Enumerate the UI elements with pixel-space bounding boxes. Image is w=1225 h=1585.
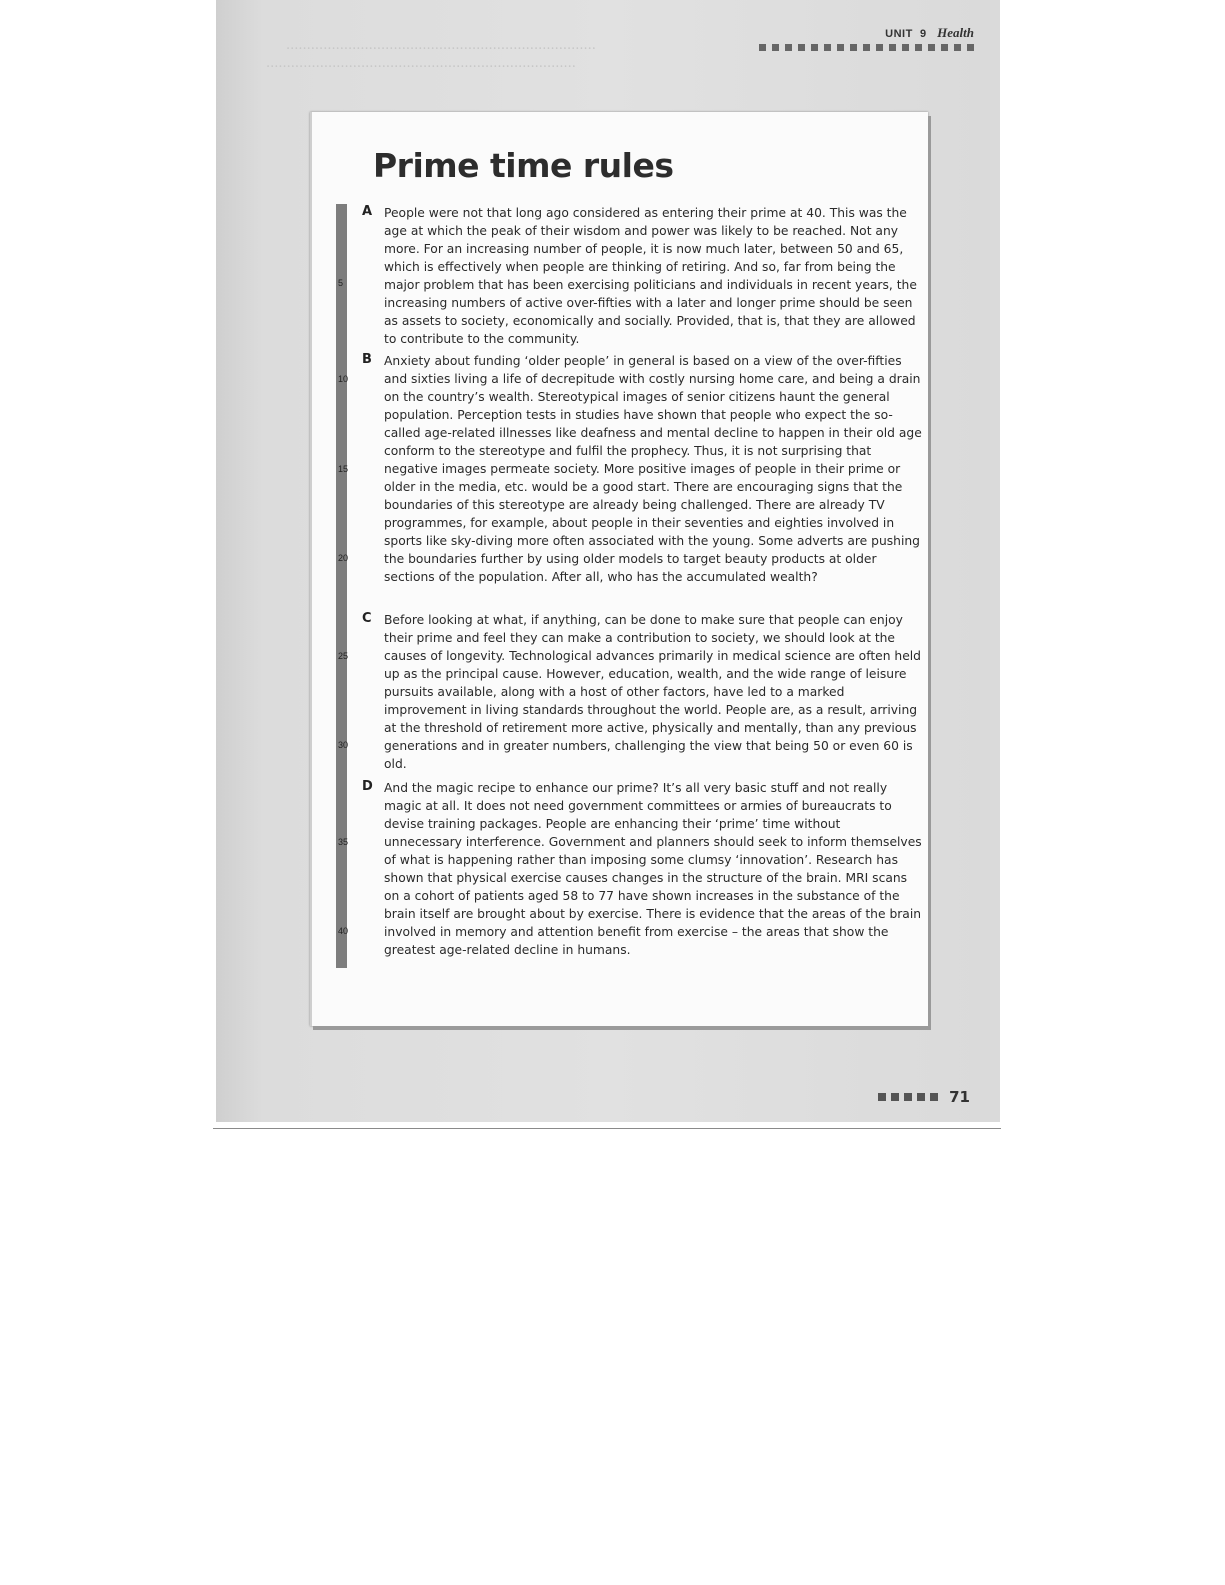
decor-square bbox=[891, 1093, 899, 1101]
decor-square bbox=[798, 44, 805, 51]
decor-square bbox=[954, 44, 961, 51]
article-title: Prime time rules bbox=[373, 146, 674, 185]
line-number: 15 bbox=[338, 464, 349, 474]
decor-square bbox=[967, 44, 974, 51]
line-number: 25 bbox=[338, 651, 349, 661]
unit-number: 9 bbox=[919, 28, 927, 40]
decor-square bbox=[824, 44, 831, 51]
decor-square bbox=[902, 44, 909, 51]
decor-square bbox=[759, 44, 766, 51]
paragraph-text: Before looking at what, if anything, can be done to make sure that people can enjoy their prime and feel they can make a contribution to society, we should look at the causes of longevity. Technological advances primarily in medical science are often held up as the principal cause. However, education, wealth, and the wide range of leisure pursuits available, along with a host of other factors, have led to a marked improvement in living standards throughout the world. People are, as a result, arriving at the threshold of retirement more active, physically and mentally, than any previous generations and in greater numbers, challenging the view that being 50 or even 60 is old. bbox=[384, 613, 921, 771]
line-number: 20 bbox=[338, 553, 349, 563]
line-number: 40 bbox=[338, 926, 349, 936]
paragraph-c bbox=[362, 611, 922, 773]
decor-square bbox=[941, 44, 948, 51]
decor-square bbox=[850, 44, 857, 51]
bleed-through-text: ........................................................................... bbox=[266, 56, 576, 71]
line-number-bar bbox=[336, 204, 347, 968]
decor-square bbox=[772, 44, 779, 51]
article-card bbox=[310, 112, 928, 1026]
paragraph-text: People were not that long ago considered as entering their prime at 40. This was the age at which the peak of their wisdom and power was likely to be reached. Not any more. For an increasing number of people, it is now much later, between 50 and 65, which is effectively when people are thinking of retiring. And so, far from being the major problem that has been exercising politicians and individuals in recent years, the increasing numbers of active over-fifties with a later and longer prime should be seen as assets to society, economically and socially. Provided, that is, that they are allowed to contribute to the community. bbox=[384, 206, 917, 346]
header-square-row bbox=[759, 44, 974, 51]
unit-label: UNIT bbox=[885, 28, 913, 40]
decor-square bbox=[811, 44, 818, 51]
paragraph-text: Anxiety about funding ‘older people’ in general is based on a view of the over-fifties and sixties living a life of decrepitude with costly nursing home care, and being a drain on the country’s wealth. Stereotypical images of senior citizens haunt the general population. Perception tests in studies have shown that people who expect the so-called age-related illnesses like deafness and mental decline to happen in their old age conform to the stereotype and fulfil the prophecy. Thus, it is not surprising that negative images permeate society. More positive images of people in their prime or older in the media, etc. would be a good start. There are encouraging signs that the boundaries of this stereotype are already being challenged. There are already TV programmes, for example, about people in their seventies and eighties involved in sports like sky-diving more often associated with the young. Some adverts are pushing the boundaries further by using older models to target beauty products at older sections of the population. After all, who has the accumulated wealth? bbox=[384, 354, 922, 584]
paragraph-letter: B bbox=[362, 352, 372, 367]
paragraph-b bbox=[362, 352, 922, 586]
paragraph-letter: D bbox=[362, 779, 373, 794]
scan-bottom-rule bbox=[213, 1128, 1001, 1129]
decor-square bbox=[904, 1093, 912, 1101]
bleed-through-text: ........................................................................... bbox=[286, 38, 596, 53]
paragraph-letter: A bbox=[362, 204, 373, 219]
decor-square bbox=[876, 44, 883, 51]
paragraph-d bbox=[362, 779, 922, 959]
decor-square bbox=[878, 1093, 886, 1101]
paragraph-letter: C bbox=[362, 611, 372, 626]
decor-square bbox=[889, 44, 896, 51]
decor-square bbox=[837, 44, 844, 51]
decor-square bbox=[785, 44, 792, 51]
line-number: 10 bbox=[338, 374, 349, 384]
paragraph-a bbox=[362, 204, 922, 348]
line-number: 35 bbox=[338, 837, 349, 847]
page-number: 71 bbox=[949, 1088, 970, 1106]
decor-square bbox=[928, 44, 935, 51]
paragraph-text: And the magic recipe to enhance our prime? It’s all very basic stuff and not really magic at all. It does not need government committees or armies of bureaucrats to devise training packages. People are enhancing their ‘prime’ time without unnecessary interference. Government and planners should seek to inform themselves of what is happening rather than imposing some clumsy ‘innovation’. Research has shown that physical exercise causes changes in the structure of the brain. MRI scans on a cohort of patients aged 58 to 77 have shown increases in the substance of the brain itself are brought about by exercise. There is evidence that the areas of the brain involved in memory and attention benefit from exercise – the areas that show the greatest age-related decline in humans. bbox=[384, 781, 922, 957]
decor-square bbox=[915, 44, 922, 51]
decor-square bbox=[930, 1093, 938, 1101]
line-number: 5 bbox=[338, 278, 344, 288]
decor-square bbox=[917, 1093, 925, 1101]
unit-topic: Health bbox=[937, 25, 974, 40]
line-number: 30 bbox=[338, 740, 349, 750]
page-header bbox=[759, 22, 974, 51]
decor-square bbox=[863, 44, 870, 51]
page-footer bbox=[878, 1088, 970, 1106]
